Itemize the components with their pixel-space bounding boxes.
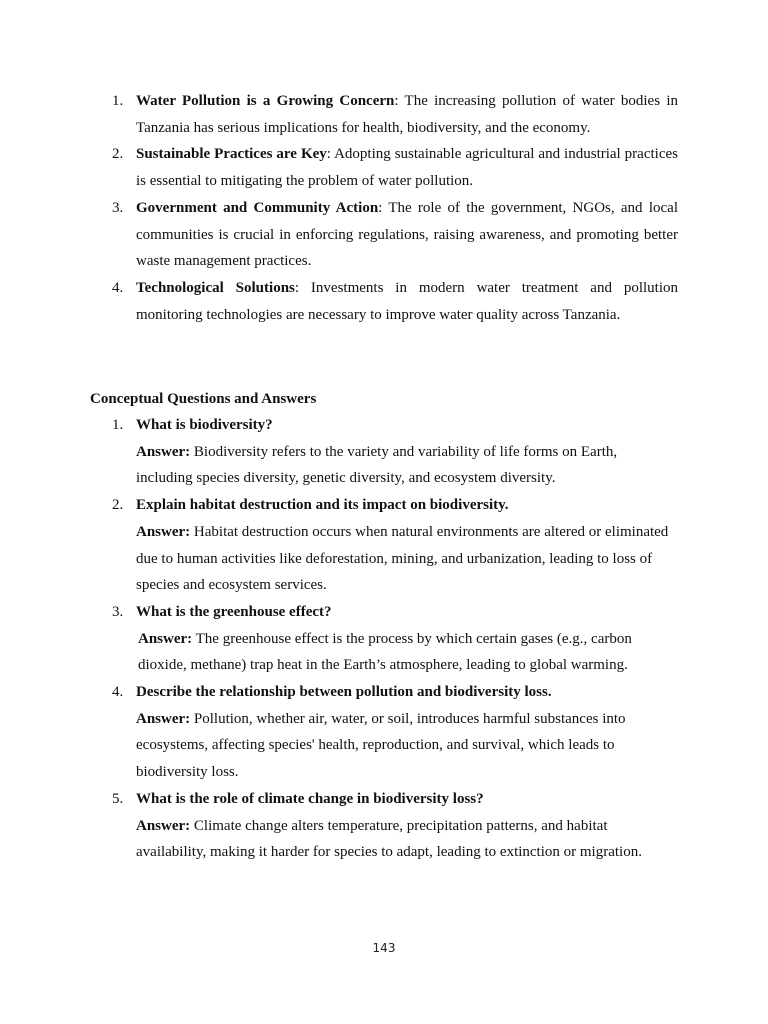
summary-title: Government and Community Action — [136, 199, 379, 216]
question-number: 4. — [112, 684, 124, 701]
summary-number: 4. — [112, 279, 124, 296]
answer-label: Answer: — [136, 443, 191, 460]
summary-description: : Investments in modern water treatment and pollution monitoring technologies are necessary to improve water quality across Tanzania. — [136, 279, 679, 323]
page-number: 143 — [372, 941, 396, 955]
summary-text — [136, 275, 678, 328]
summary-item — [0, 275, 768, 328]
summary-description: : The increasing pollution of water bodies in Tanzania has serious implications for health, biodiversity, and the economy. — [136, 93, 678, 136]
summary-number: 3. — [112, 199, 124, 216]
section-heading: Conceptual Questions and Answers — [90, 391, 317, 407]
answer-label: Answer: — [136, 523, 191, 540]
qa-item — [0, 679, 768, 786]
answer-body: Habitat destruction occurs when natural environments are altered or eliminated due to human activities like deforestation, mining, and urbanization, leading to loss of species and ecosystem services. — [136, 523, 669, 594]
answer-text — [136, 706, 676, 786]
question-text: Explain habitat destruction and its impact on biodiversity. — [136, 497, 509, 514]
answer-label: Answer: — [136, 817, 191, 834]
qa-item — [0, 786, 768, 866]
answer-body: The greenhouse effect is the process by which certain gases (e.g., carbon dioxide, methane) trap heat in the Earth’s atmosphere, leading to global warming. — [138, 630, 632, 674]
summary-title: Sustainable Practices are Key — [136, 146, 327, 163]
question-number: 3. — [112, 603, 124, 620]
summary-description: : Adopting sustainable agricultural and industrial practices is essential to mitigating the problem of water pollution. — [136, 146, 678, 190]
summary-text — [136, 88, 678, 141]
summary-number: 1. — [112, 93, 124, 109]
summary-title: Water Pollution is a Growing Concern — [136, 93, 395, 109]
answer-label: Answer: — [136, 710, 191, 727]
question-number: 5. — [112, 790, 124, 807]
answer-label: Answer: — [138, 630, 193, 647]
summary-text — [136, 195, 678, 275]
question-text: What is the greenhouse effect? — [136, 603, 332, 620]
summary-number: 2. — [112, 146, 124, 163]
summary-item — [0, 88, 768, 141]
qa-item — [0, 412, 768, 492]
summary-list — [0, 88, 768, 328]
question-number: 1. — [112, 417, 124, 433]
qa-list — [0, 412, 768, 866]
answer-text — [136, 439, 676, 492]
answer-text — [138, 626, 638, 679]
summary-title: Technological Solutions — [136, 279, 295, 296]
qa-item — [0, 599, 768, 679]
summary-description: : The role of the government, NGOs, and local communities is crucial in enforcing regulations, raising awareness, and promoting better waste management practices. — [136, 199, 678, 270]
question-text: What is the role of climate change in biodiversity loss? — [136, 790, 484, 807]
summary-item — [0, 195, 768, 275]
answer-text — [136, 813, 676, 866]
answer-text — [136, 519, 676, 599]
answer-body: Pollution, whether air, water, or soil, introduces harmful substances into ecosystems, affecting species' health, reproduction, and survival, which leads to biodiversity loss. — [136, 710, 626, 781]
question-text: What is biodiversity? — [136, 417, 273, 433]
summary-item — [0, 141, 768, 194]
question-number: 2. — [112, 497, 124, 514]
summary-text — [136, 141, 678, 194]
qa-item — [0, 492, 768, 599]
question-text: Describe the relationship between pollution and biodiversity loss. — [136, 684, 552, 701]
answer-body: Biodiversity refers to the variety and variability of life forms on Earth, including species diversity, genetic diversity, and ecosystem diversity. — [136, 443, 618, 487]
answer-body: Climate change alters temperature, precipitation patterns, and habitat availability, making it harder for species to adapt, leading to extinction or migration. — [136, 817, 642, 861]
